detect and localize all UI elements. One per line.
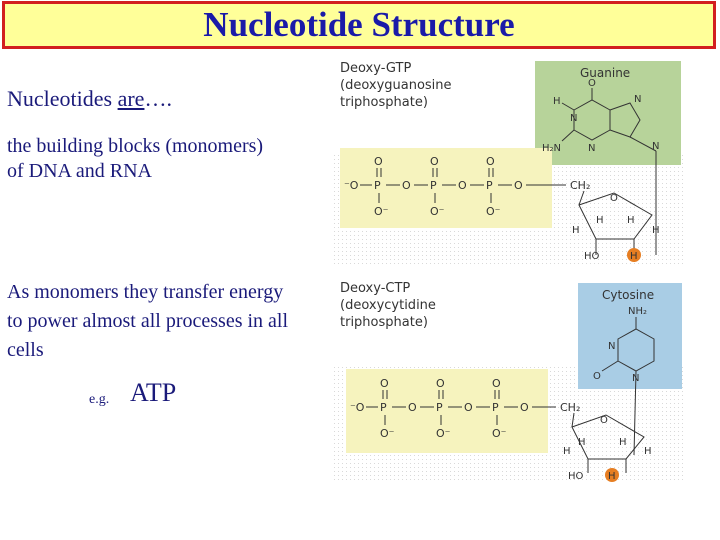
- atom-h2n: H₂N: [542, 143, 562, 154]
- atom-o-bridge1: O: [402, 179, 411, 192]
- atom-p1-c: P: [380, 401, 387, 414]
- atom-o1-c: O: [380, 377, 389, 390]
- ctp-h-label: H: [608, 471, 616, 482]
- atom-o-ring: O: [610, 193, 618, 204]
- ctp-name-line2: (deoxycytidine: [340, 298, 436, 313]
- atom-o2-c: O: [436, 377, 445, 390]
- building-blocks-text: the building blocks (monomers) of DNA and RNA: [7, 135, 264, 182]
- ctp-name-line3: triphosphate): [340, 315, 428, 330]
- atom-o3-c: O: [492, 377, 501, 390]
- atom-p3-c: P: [492, 401, 499, 414]
- atom-h-c4: H: [644, 446, 652, 457]
- gtp-ho-label: HO: [584, 251, 600, 262]
- atom-o-neg2-c: O⁻: [436, 427, 451, 440]
- atom-h-s4: H: [652, 225, 660, 236]
- nucleotide-figure: [334, 55, 686, 485]
- guanine-label: Guanine: [580, 66, 631, 80]
- gtp-name-line3: triphosphate): [340, 95, 428, 110]
- slide-title: Nucleotide Structure: [203, 5, 515, 44]
- atom-n-guanine2: N: [588, 143, 596, 154]
- atom-neg-o-c: ⁻O: [350, 401, 365, 414]
- atom-n-guanine1: N: [570, 113, 578, 124]
- atom-ch2: CH₂: [570, 179, 591, 192]
- gtp-name-line1: Deoxy-GTP: [340, 61, 412, 76]
- atom-o3: O: [486, 155, 495, 168]
- atom-p1: P: [374, 179, 381, 192]
- ctp-ho-label: HO: [568, 471, 584, 482]
- atom-o-neg3: O⁻: [486, 205, 501, 218]
- ctp-phosphate-box: [346, 369, 548, 453]
- atom-o-bridge2: O: [458, 179, 467, 192]
- atom-h-c3: H: [563, 446, 571, 457]
- example-value: ATP: [130, 378, 177, 407]
- intro-text: [7, 86, 172, 112]
- atom-p2: P: [430, 179, 437, 192]
- atom-p2-c: P: [436, 401, 443, 414]
- cytosine-label: Cytosine: [602, 288, 655, 302]
- intro-underlined: are: [117, 86, 145, 111]
- atom-n-cyt2: N: [632, 373, 640, 384]
- atom-o-guanine: O: [588, 78, 596, 89]
- atom-neg-o: ⁻O: [344, 179, 359, 192]
- atom-h-s2: H: [627, 215, 635, 226]
- atom-h-s3: H: [572, 225, 580, 236]
- atom-o-ring-c: O: [600, 415, 608, 426]
- gtp-h-label: H: [630, 251, 638, 262]
- atom-nh2: NH₂: [628, 306, 648, 317]
- atom-o-neg1-c: O⁻: [380, 427, 395, 440]
- atom-n-guanine3: N: [634, 94, 642, 105]
- atom-o-bridge3-c: O: [520, 401, 529, 414]
- example-label: e.g.: [89, 392, 110, 407]
- intro-suffix: ….: [144, 86, 172, 111]
- atom-h-c1: H: [578, 437, 586, 448]
- atom-h-s1: H: [596, 215, 604, 226]
- atom-o-bridge1-c: O: [408, 401, 417, 414]
- atom-o-bridge3: O: [514, 179, 523, 192]
- atom-h-guanine: H: [553, 96, 561, 107]
- atom-o2: O: [430, 155, 439, 168]
- monomers-text: As monomers they transfer energy to power almost all processes in all cells: [7, 281, 289, 361]
- intro-prefix: Nucleotides: [7, 86, 118, 111]
- atom-o-neg1: O⁻: [374, 205, 389, 218]
- atom-o1: O: [374, 155, 383, 168]
- atom-n-guanine4: N: [652, 141, 660, 152]
- slide-title-box: [2, 1, 716, 49]
- atom-o-neg3-c: O⁻: [492, 427, 507, 440]
- atom-o-neg2: O⁻: [430, 205, 445, 218]
- ctp-name-line1: Deoxy-CTP: [340, 281, 411, 296]
- gtp-name-line2: (deoxyguanosine: [340, 78, 452, 93]
- atom-o-bridge2-c: O: [464, 401, 473, 414]
- atom-h-c2: H: [619, 437, 627, 448]
- atom-o-cyt: O: [593, 371, 601, 382]
- atom-p3: P: [486, 179, 493, 192]
- atom-ch2-c: CH₂: [560, 401, 581, 414]
- atom-n-cyt1: N: [608, 341, 616, 352]
